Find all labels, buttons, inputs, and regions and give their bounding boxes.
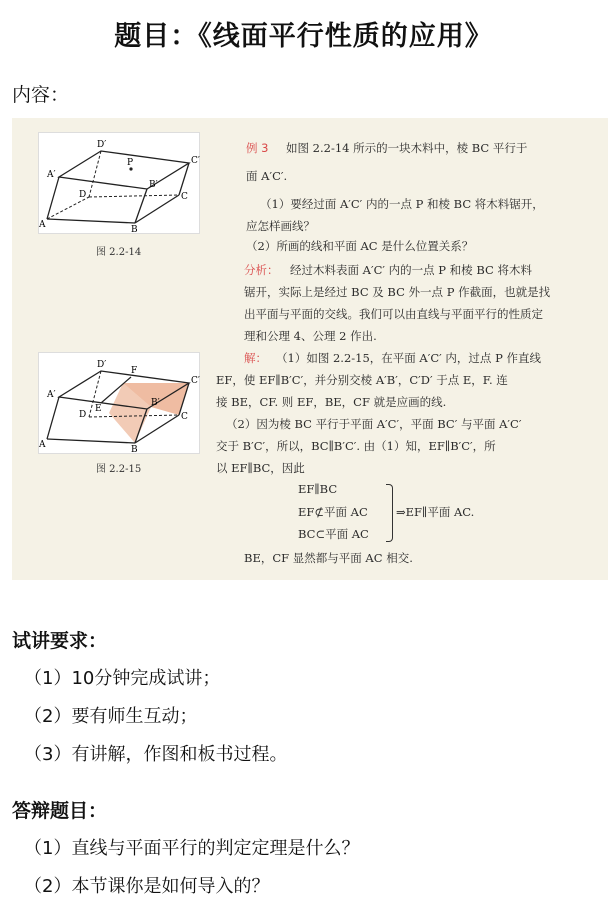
text-line: 如图 2.2-14 所示的一块木料中，棱 BC 平行于 (286, 141, 528, 155)
text-line: 交于 B′C′，所以，BC∥B′C′. 由（1）知，EF∥B′C′，所 (216, 439, 496, 453)
requirement-item: （1）10分钟完成试讲； (24, 668, 221, 689)
text-line: （1）要经过面 A′C′ 内的一点 P 和棱 BC 将木料锯开， (260, 197, 544, 211)
proof-brace (386, 484, 393, 542)
label2-d: D (79, 410, 87, 420)
defense-heading: 答辩题目： (12, 800, 108, 822)
text-line: 面 A′C′. (246, 169, 288, 183)
label2-a: A (39, 440, 46, 450)
requirements-heading: 试讲要求： (12, 630, 108, 652)
label2-a-prime: A′ (47, 390, 56, 400)
text-line: （1）如图 2.2-15，在平面 A′C′ 内，过点 P 作直线 (276, 351, 541, 365)
label2-c-prime: C′ (191, 376, 200, 386)
label-c: C (181, 192, 188, 202)
label2-b-prime: B′ (151, 398, 160, 408)
text-line: EF，使 EF∥B′C′，并分别交棱 A′B′，C′D′ 于点 E，F. 连 (216, 373, 508, 387)
label2-b: B (131, 445, 138, 455)
page-title: 题目：《线面平行性质的应用》 (114, 21, 493, 52)
label-c-prime: C′ (191, 156, 200, 166)
text-line: （2）因为棱 BC 平行于平面 A′C′，平面 BC′ 与平面 A′C′ (226, 417, 522, 431)
text-line: 出平面与平面的交线。我们可以由直线与平面平行的性质定 (244, 307, 543, 321)
figure-2-2-15 (38, 352, 200, 454)
label2-e: E (95, 404, 102, 414)
label-p: P (127, 158, 134, 168)
text-line: 接 BE，CF. 则 EF，BE，CF 就是应画的线. (216, 395, 447, 409)
textbook-excerpt (12, 118, 608, 580)
prism-diagram-1 (39, 133, 199, 233)
analysis-tag: 分析： (244, 263, 279, 277)
requirement-item: （2）要有师生互动； (24, 706, 198, 727)
label-d: D (79, 190, 87, 200)
proof-line: BC⊂平面 AC (298, 527, 369, 541)
proof-result: ⇒EF∥平面 AC. (396, 505, 475, 519)
prism-diagram-2 (39, 353, 199, 453)
text-line: （2）所画的线和平面 AC 是什么位置关系？ (246, 239, 474, 253)
proof-line: EF⊄平面 AC (298, 505, 368, 519)
text-line: 应怎样画线？ (246, 219, 315, 233)
defense-item: （1）直线与平面平行的判定定理是什么？ (24, 838, 360, 859)
caption-2-2-14: 图 2.2-14 (96, 247, 142, 258)
text-line: 理和公理 4、公理 2 作出. (244, 329, 377, 343)
label-a-prime: A′ (47, 170, 56, 180)
label-d-prime: D′ (97, 140, 107, 150)
defense-item: （2）本节课你是如何导入的？ (24, 876, 270, 897)
figure-2-2-14 (38, 132, 200, 234)
text-line: 经过木料表面 A′C′ 内的一点 P 和棱 BC 将木料 (290, 263, 532, 277)
text-line: 以 EF∥BC，因此 (216, 461, 305, 475)
label-b-prime: B′ (149, 180, 158, 190)
text-line: BE，CF 显然都与平面 AC 相交. (244, 551, 413, 565)
label2-f: F (131, 366, 138, 376)
solution-tag: 解： (244, 351, 267, 365)
example-tag: 例 3 (246, 141, 269, 155)
requirement-item: （3）有讲解，作图和板书过程。 (24, 744, 288, 765)
label-a: A (39, 220, 46, 230)
label-b: B (131, 225, 138, 235)
proof-line: EF∥BC (298, 482, 338, 496)
content-label: 内容： (12, 84, 70, 106)
caption-2-2-15: 图 2.2-15 (96, 464, 142, 475)
label2-d-prime: D′ (97, 360, 107, 370)
text-line: 锯开，实际上是经过 BC 及 BC 外一点 P 作截面，也就是找 (244, 285, 551, 299)
label2-c: C (181, 412, 188, 422)
